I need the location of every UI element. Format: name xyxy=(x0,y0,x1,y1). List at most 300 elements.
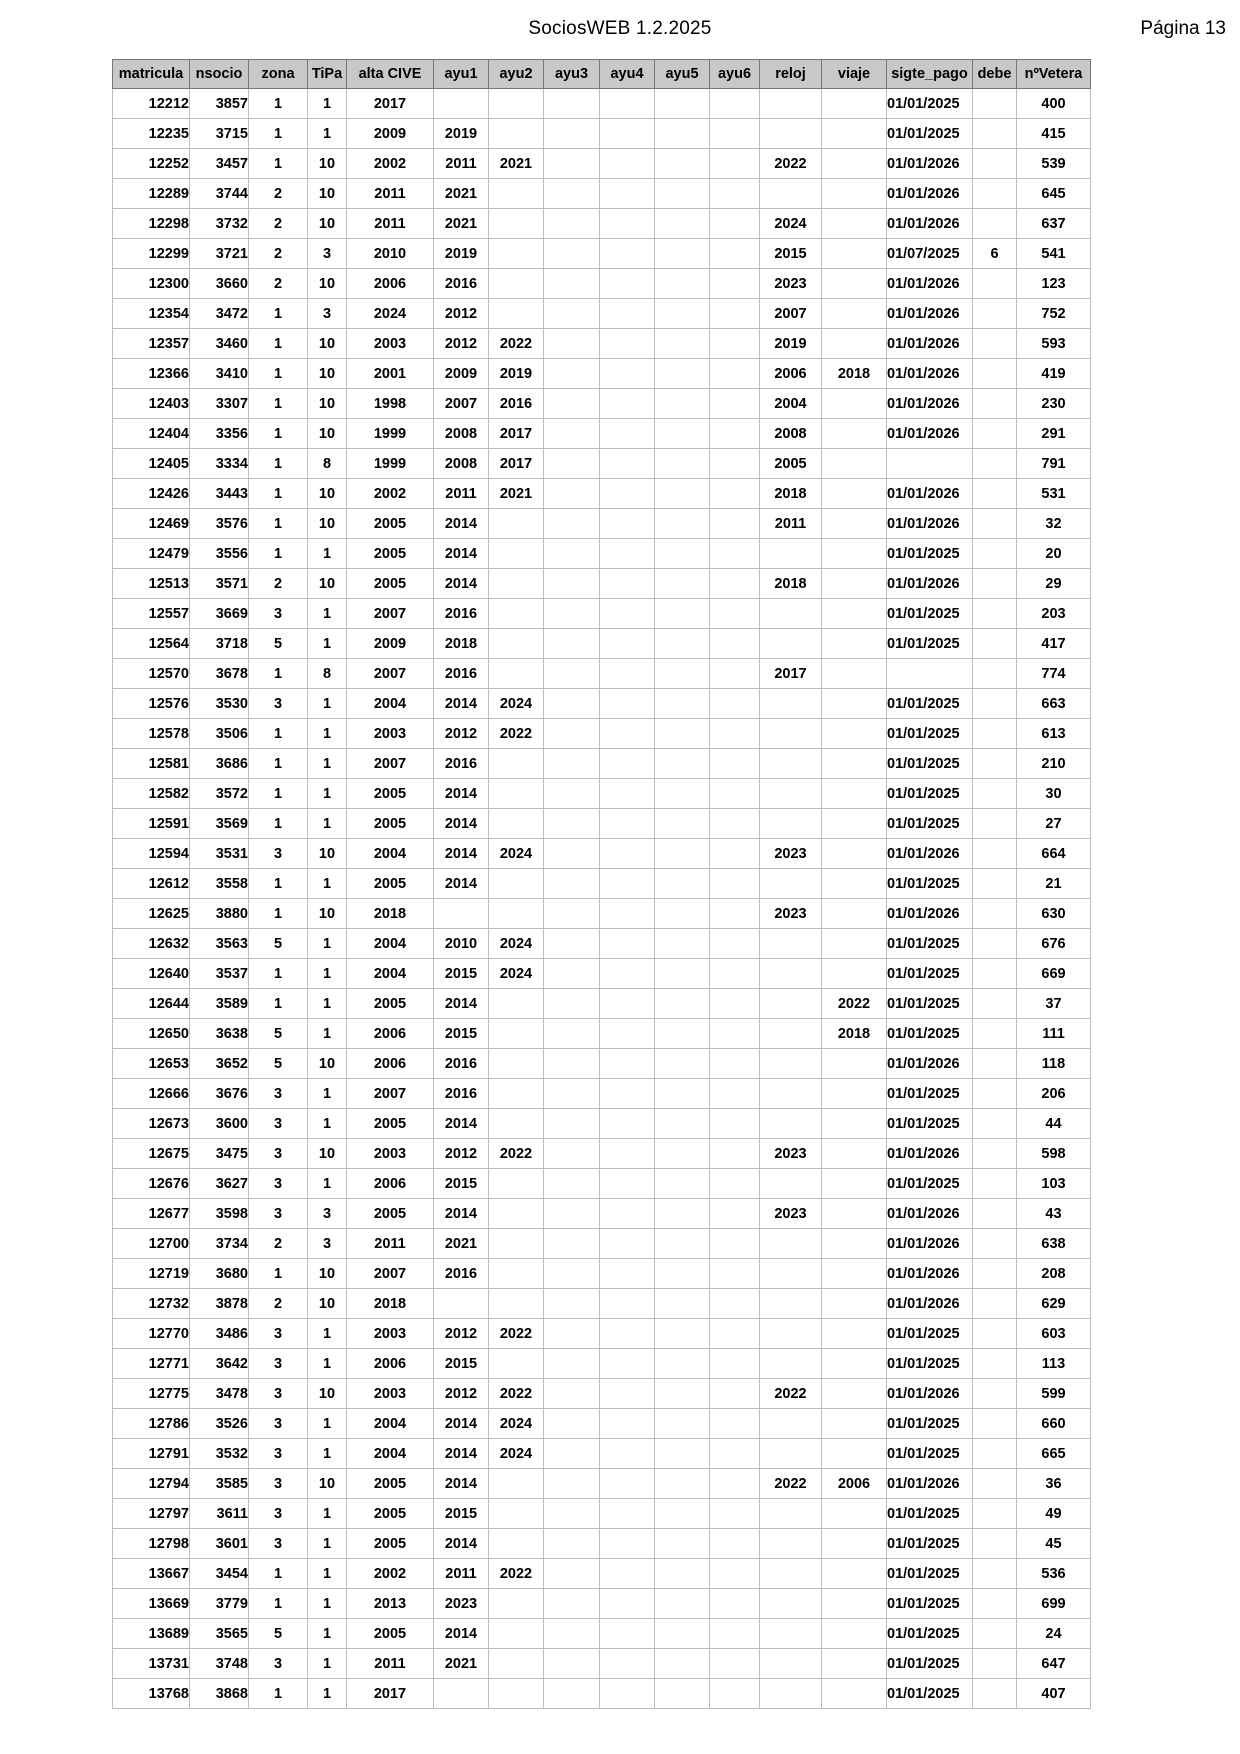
table-cell xyxy=(973,539,1017,569)
table-cell: 3356 xyxy=(190,419,249,449)
table-cell: 3572 xyxy=(190,779,249,809)
table-cell xyxy=(760,809,822,839)
table-cell: 01/07/2025 xyxy=(887,239,973,269)
table-cell: 2007 xyxy=(347,749,434,779)
table-cell: 536 xyxy=(1017,1559,1091,1589)
table-cell: 3585 xyxy=(190,1469,249,1499)
table-cell: 1 xyxy=(308,1529,347,1559)
table-cell: 5 xyxy=(249,929,308,959)
table-cell xyxy=(822,1619,887,1649)
table-cell: 2 xyxy=(249,179,308,209)
table-cell xyxy=(655,1049,710,1079)
table-cell xyxy=(973,1559,1017,1589)
table-cell: 208 xyxy=(1017,1259,1091,1289)
table-cell: 1 xyxy=(308,689,347,719)
table-cell xyxy=(822,869,887,899)
table-cell: 2005 xyxy=(347,989,434,1019)
table-cell xyxy=(600,719,655,749)
table-cell: 12625 xyxy=(113,899,190,929)
table-cell: 2022 xyxy=(489,719,544,749)
table-cell xyxy=(544,479,600,509)
table-cell: 664 xyxy=(1017,839,1091,869)
table-cell: 2014 xyxy=(434,689,489,719)
table-cell: 13768 xyxy=(113,1679,190,1709)
table-cell xyxy=(710,989,760,1019)
table-cell: 2005 xyxy=(347,1109,434,1139)
table-cell xyxy=(544,989,600,1019)
table-cell: 210 xyxy=(1017,749,1091,779)
table-cell xyxy=(822,959,887,989)
table-cell: 3 xyxy=(249,1499,308,1529)
table-cell: 12797 xyxy=(113,1499,190,1529)
table-cell xyxy=(544,779,600,809)
table-cell: 1999 xyxy=(347,419,434,449)
table-cell: 2013 xyxy=(347,1589,434,1619)
table-cell: 1 xyxy=(249,449,308,479)
table-cell: 10 xyxy=(308,569,347,599)
table-cell xyxy=(544,149,600,179)
table-cell xyxy=(600,629,655,659)
table-cell: 3472 xyxy=(190,299,249,329)
table-cell: 1 xyxy=(308,749,347,779)
table-cell xyxy=(822,1349,887,1379)
table-cell: 2010 xyxy=(434,929,489,959)
table-cell: 1999 xyxy=(347,449,434,479)
table-cell xyxy=(822,779,887,809)
column-header: ayu6 xyxy=(710,60,760,89)
table-cell xyxy=(600,419,655,449)
table-cell xyxy=(822,1439,887,1469)
table-cell: 3475 xyxy=(190,1139,249,1169)
table-cell: 2005 xyxy=(347,1529,434,1559)
table-cell: 638 xyxy=(1017,1229,1091,1259)
table-cell: 2006 xyxy=(347,1019,434,1049)
table-cell xyxy=(710,419,760,449)
table-cell xyxy=(760,1319,822,1349)
table-cell xyxy=(544,749,600,779)
table-cell xyxy=(760,1439,822,1469)
table-cell xyxy=(710,1319,760,1349)
table-cell: 3732 xyxy=(190,209,249,239)
table-cell: 2015 xyxy=(434,959,489,989)
table-cell xyxy=(822,599,887,629)
table-cell: 36 xyxy=(1017,1469,1091,1499)
table-cell xyxy=(544,1139,600,1169)
table-cell: 2007 xyxy=(347,599,434,629)
table-cell xyxy=(760,1619,822,1649)
table-cell xyxy=(710,659,760,689)
table-cell xyxy=(600,809,655,839)
table-cell xyxy=(822,149,887,179)
table-cell: 2008 xyxy=(760,419,822,449)
table-cell: 3779 xyxy=(190,1589,249,1619)
table-cell xyxy=(710,839,760,869)
table-cell: 2010 xyxy=(347,239,434,269)
table-cell xyxy=(760,1019,822,1049)
table-cell: 12404 xyxy=(113,419,190,449)
table-cell: 3601 xyxy=(190,1529,249,1559)
table-cell: 10 xyxy=(308,389,347,419)
table-cell xyxy=(544,929,600,959)
table-cell xyxy=(600,329,655,359)
table-cell xyxy=(600,389,655,419)
table-cell: 2014 xyxy=(434,539,489,569)
table-row xyxy=(113,1649,1091,1679)
table-cell: 1 xyxy=(249,149,308,179)
table-cell xyxy=(489,299,544,329)
table-cell xyxy=(489,899,544,929)
table-cell xyxy=(544,359,600,389)
table-cell: 1 xyxy=(249,869,308,899)
table-cell xyxy=(973,1169,1017,1199)
table-cell xyxy=(655,479,710,509)
table-cell xyxy=(489,599,544,629)
table-cell xyxy=(973,149,1017,179)
table-cell: 2016 xyxy=(489,389,544,419)
table-row xyxy=(113,1589,1091,1619)
table-cell xyxy=(822,1259,887,1289)
table-cell xyxy=(489,1199,544,1229)
table-row xyxy=(113,1049,1091,1079)
table-cell xyxy=(973,449,1017,479)
table-cell: 2014 xyxy=(434,569,489,599)
table-cell: 2014 xyxy=(434,809,489,839)
table-cell xyxy=(600,269,655,299)
table-cell xyxy=(973,659,1017,689)
table-cell: 01/01/2025 xyxy=(887,1589,973,1619)
table-cell xyxy=(489,239,544,269)
table-cell: 2005 xyxy=(347,1499,434,1529)
table-cell: 2012 xyxy=(434,719,489,749)
table-cell xyxy=(655,1169,710,1199)
table-cell: 2009 xyxy=(347,629,434,659)
table-cell xyxy=(544,1379,600,1409)
table-cell xyxy=(710,899,760,929)
table-cell: 3680 xyxy=(190,1259,249,1289)
table-cell xyxy=(655,929,710,959)
table-cell: 12582 xyxy=(113,779,190,809)
table-cell: 8 xyxy=(308,659,347,689)
table-cell: 3563 xyxy=(190,929,249,959)
table-cell: 12786 xyxy=(113,1409,190,1439)
table-cell: 2 xyxy=(249,209,308,239)
table-cell: 2014 xyxy=(434,779,489,809)
table-cell: 111 xyxy=(1017,1019,1091,1049)
table-cell: 1 xyxy=(308,1169,347,1199)
table-cell xyxy=(544,419,600,449)
table-cell: 1 xyxy=(249,1559,308,1589)
table-cell: 3460 xyxy=(190,329,249,359)
table-cell xyxy=(760,1649,822,1679)
table-row xyxy=(113,1139,1091,1169)
table-cell xyxy=(710,89,760,119)
table-cell xyxy=(822,1049,887,1079)
table-cell xyxy=(655,1619,710,1649)
table-cell: 2011 xyxy=(347,179,434,209)
table-cell xyxy=(600,359,655,389)
table-cell xyxy=(710,1499,760,1529)
table-cell: 1 xyxy=(249,419,308,449)
table-cell xyxy=(760,539,822,569)
table-cell: 01/01/2025 xyxy=(887,1529,973,1559)
table-cell xyxy=(760,1289,822,1319)
table-cell: 2023 xyxy=(760,269,822,299)
table-cell: 2018 xyxy=(760,569,822,599)
table-cell: 10 xyxy=(308,839,347,869)
table-cell xyxy=(710,569,760,599)
column-header: ayu1 xyxy=(434,60,489,89)
table-cell: 2011 xyxy=(347,209,434,239)
table-cell xyxy=(489,1109,544,1139)
table-cell: 43 xyxy=(1017,1199,1091,1229)
table-cell: 1 xyxy=(308,719,347,749)
table-cell: 676 xyxy=(1017,929,1091,959)
table-cell: 3457 xyxy=(190,149,249,179)
table-cell xyxy=(544,119,600,149)
table-cell xyxy=(655,299,710,329)
table-row xyxy=(113,869,1091,899)
table-cell xyxy=(544,1049,600,1079)
table-cell xyxy=(710,1199,760,1229)
table-cell xyxy=(544,299,600,329)
table-cell: 3 xyxy=(249,1169,308,1199)
table-cell: 20 xyxy=(1017,539,1091,569)
table-cell xyxy=(822,1229,887,1259)
table-cell: 2003 xyxy=(347,719,434,749)
table-cell xyxy=(655,119,710,149)
table-cell xyxy=(710,779,760,809)
table-cell xyxy=(600,1079,655,1109)
table-cell xyxy=(760,989,822,1019)
table-cell xyxy=(822,1649,887,1679)
socios-table xyxy=(112,59,1091,1709)
table-cell xyxy=(489,1349,544,1379)
table-cell: 37 xyxy=(1017,989,1091,1019)
table-cell: 2015 xyxy=(760,239,822,269)
table-cell: 613 xyxy=(1017,719,1091,749)
table-cell: 1 xyxy=(249,1259,308,1289)
table-row xyxy=(113,389,1091,419)
table-cell: 01/01/2025 xyxy=(887,1559,973,1589)
table-cell xyxy=(544,809,600,839)
table-cell: 1 xyxy=(308,1409,347,1439)
table-row xyxy=(113,689,1091,719)
table-cell: 1 xyxy=(249,479,308,509)
table-cell xyxy=(710,1409,760,1439)
table-cell xyxy=(760,1169,822,1199)
table-cell xyxy=(822,1499,887,1529)
table-row xyxy=(113,719,1091,749)
table-cell xyxy=(600,1409,655,1439)
table-cell: 32 xyxy=(1017,509,1091,539)
table-cell xyxy=(760,1349,822,1379)
table-cell: 113 xyxy=(1017,1349,1091,1379)
table-cell: 12791 xyxy=(113,1439,190,1469)
table-cell xyxy=(655,809,710,839)
column-header: ayu4 xyxy=(600,60,655,89)
table-cell: 2016 xyxy=(434,269,489,299)
table-cell xyxy=(600,1649,655,1679)
table-cell: 2022 xyxy=(489,1319,544,1349)
table-cell: 3 xyxy=(249,1079,308,1109)
table-cell: 01/01/2025 xyxy=(887,809,973,839)
table-cell xyxy=(973,719,1017,749)
table-cell xyxy=(822,509,887,539)
table-cell xyxy=(973,599,1017,629)
table-cell: 2014 xyxy=(434,1199,489,1229)
table-cell: 3 xyxy=(249,1379,308,1409)
table-cell: 12289 xyxy=(113,179,190,209)
table-cell: 663 xyxy=(1017,689,1091,719)
table-cell xyxy=(655,1289,710,1319)
table-cell: 3537 xyxy=(190,959,249,989)
table-cell: 2005 xyxy=(347,539,434,569)
table-cell xyxy=(710,1379,760,1409)
table-cell xyxy=(710,1109,760,1139)
table-cell: 2004 xyxy=(347,1409,434,1439)
table-cell: 3 xyxy=(249,839,308,869)
table-cell xyxy=(544,1229,600,1259)
table-cell xyxy=(655,779,710,809)
table-cell: 1 xyxy=(249,329,308,359)
table-cell xyxy=(973,1589,1017,1619)
table-cell xyxy=(600,239,655,269)
table-cell xyxy=(655,719,710,749)
table-cell xyxy=(973,929,1017,959)
table-cell: 01/01/2026 xyxy=(887,1229,973,1259)
table-cell: 419 xyxy=(1017,359,1091,389)
table-cell: 3 xyxy=(249,1199,308,1229)
table-cell: 593 xyxy=(1017,329,1091,359)
table-cell xyxy=(544,899,600,929)
table-cell: 3 xyxy=(249,1649,308,1679)
table-cell: 2004 xyxy=(347,959,434,989)
table-cell: 2023 xyxy=(760,899,822,929)
table-cell xyxy=(544,1409,600,1439)
table-cell: 10 xyxy=(308,1049,347,1079)
table-cell: 01/01/2026 xyxy=(887,899,973,929)
table-cell xyxy=(655,869,710,899)
table-cell: 5 xyxy=(249,1019,308,1049)
table-cell xyxy=(710,359,760,389)
table-cell xyxy=(489,509,544,539)
table-cell: 3660 xyxy=(190,269,249,299)
table-cell xyxy=(760,1049,822,1079)
table-cell xyxy=(655,1649,710,1679)
table-cell: 630 xyxy=(1017,899,1091,929)
table-cell xyxy=(655,1589,710,1619)
table-cell: 2012 xyxy=(434,1139,489,1169)
table-cell: 3748 xyxy=(190,1649,249,1679)
table-cell: 2005 xyxy=(347,869,434,899)
table-cell xyxy=(544,689,600,719)
table-cell xyxy=(710,389,760,419)
table-cell xyxy=(760,1409,822,1439)
table-row xyxy=(113,629,1091,659)
table-cell xyxy=(973,119,1017,149)
table-cell: 2007 xyxy=(347,1259,434,1289)
table-cell: 1 xyxy=(308,1439,347,1469)
table-cell xyxy=(434,899,489,929)
table-cell: 1 xyxy=(308,1319,347,1349)
table-cell: 01/01/2025 xyxy=(887,1349,973,1379)
table-cell xyxy=(760,749,822,779)
table-row xyxy=(113,1619,1091,1649)
table-cell xyxy=(710,1139,760,1169)
table-cell: 3571 xyxy=(190,569,249,599)
table-cell: 2017 xyxy=(760,659,822,689)
table-cell: 12578 xyxy=(113,719,190,749)
table-cell xyxy=(710,1589,760,1619)
table-cell: 13689 xyxy=(113,1619,190,1649)
table-cell: 647 xyxy=(1017,1649,1091,1679)
table-cell: 2011 xyxy=(434,1559,489,1589)
table-row xyxy=(113,209,1091,239)
table-row xyxy=(113,959,1091,989)
table-cell: 2017 xyxy=(347,89,434,119)
table-cell xyxy=(710,959,760,989)
table-cell: 2 xyxy=(249,269,308,299)
table-cell xyxy=(600,449,655,479)
table-cell xyxy=(973,1079,1017,1109)
table-cell xyxy=(822,1379,887,1409)
table-row xyxy=(113,509,1091,539)
table-cell: 1 xyxy=(249,959,308,989)
table-cell xyxy=(887,449,973,479)
table-cell: 45 xyxy=(1017,1529,1091,1559)
table-cell xyxy=(544,1319,600,1349)
table-cell: 1 xyxy=(249,719,308,749)
table-cell xyxy=(655,1229,710,1259)
table-cell: 12513 xyxy=(113,569,190,599)
table-cell: 2023 xyxy=(760,1139,822,1169)
table-cell xyxy=(655,1679,710,1709)
table-cell xyxy=(822,689,887,719)
table-cell: 2018 xyxy=(434,629,489,659)
report-title: SociosWEB 1.2.2025 xyxy=(528,18,712,39)
table-cell: 2006 xyxy=(822,1469,887,1499)
table-cell: 1 xyxy=(308,929,347,959)
table-cell: 01/01/2026 xyxy=(887,509,973,539)
table-cell: 203 xyxy=(1017,599,1091,629)
table-cell: 12775 xyxy=(113,1379,190,1409)
table-cell: 5 xyxy=(249,1619,308,1649)
table-cell xyxy=(655,1199,710,1229)
table-cell: 407 xyxy=(1017,1679,1091,1709)
table-cell: 1 xyxy=(249,809,308,839)
table-cell: 2007 xyxy=(434,389,489,419)
table-cell: 3652 xyxy=(190,1049,249,1079)
table-cell: 10 xyxy=(308,419,347,449)
table-cell xyxy=(822,299,887,329)
table-cell xyxy=(760,1559,822,1589)
table-cell xyxy=(710,1559,760,1589)
table-cell: 2006 xyxy=(347,1349,434,1379)
table-cell xyxy=(489,1169,544,1199)
table-cell xyxy=(822,89,887,119)
table-cell xyxy=(489,1079,544,1109)
table-cell xyxy=(973,989,1017,1019)
table-cell xyxy=(544,1079,600,1109)
table-cell xyxy=(544,539,600,569)
table-cell xyxy=(655,599,710,629)
table-row xyxy=(113,659,1091,689)
table-cell: 669 xyxy=(1017,959,1091,989)
table-cell xyxy=(760,1259,822,1289)
table-cell xyxy=(600,479,655,509)
table-cell: 2005 xyxy=(347,779,434,809)
table-cell: 01/01/2025 xyxy=(887,1109,973,1139)
